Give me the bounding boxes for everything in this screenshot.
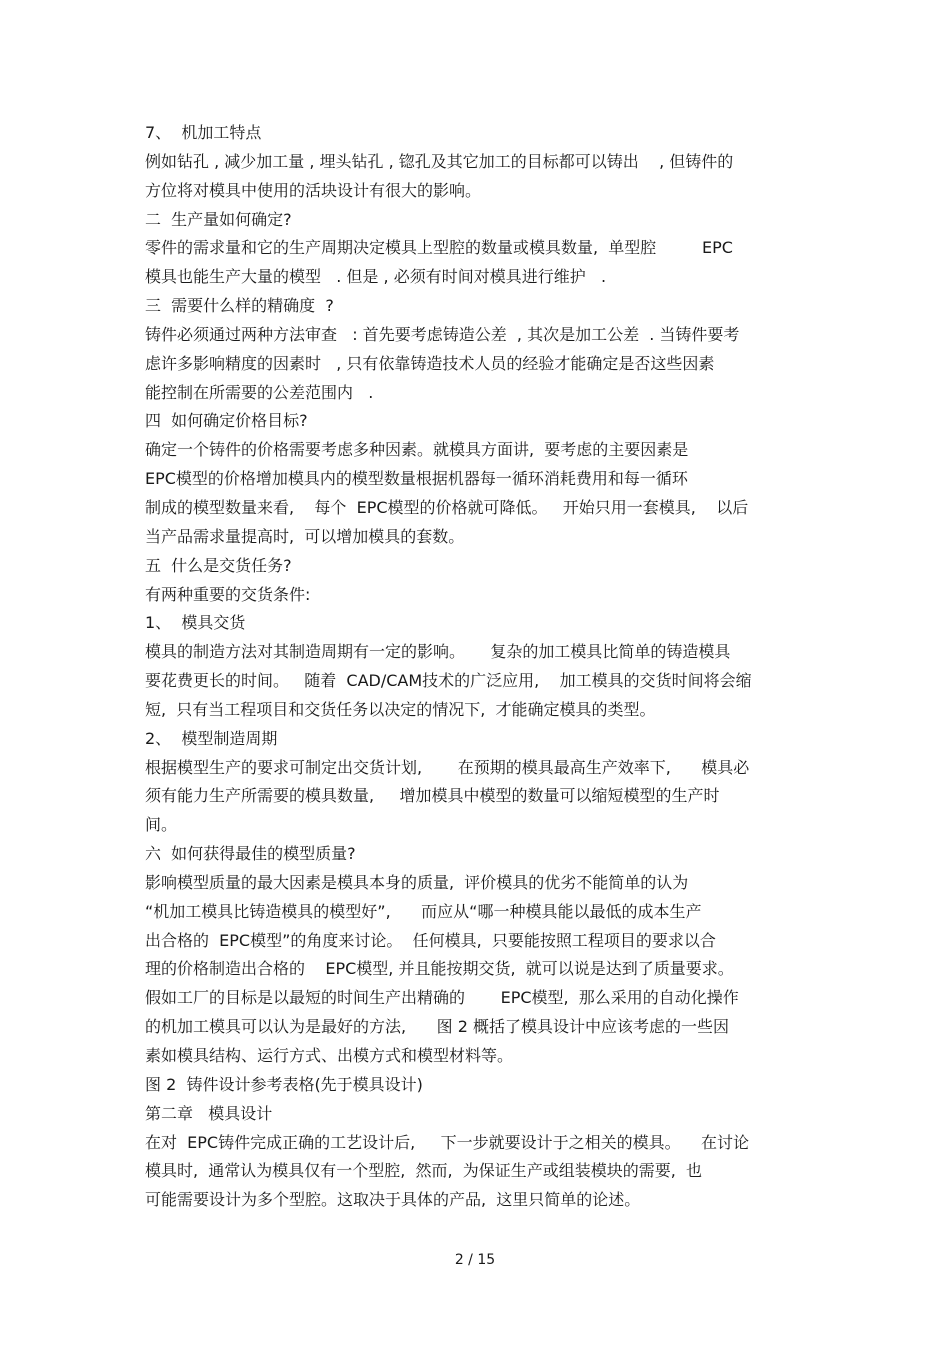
text-line: 第二章 模具设计 xyxy=(145,1103,273,1123)
text-line: 铸件必须通过两种方法审查 : 首先要考虑铸造公差 , 其次是加工公差 . 当铸件要考 xyxy=(145,324,740,344)
text-line: 7、 机加工特点 xyxy=(145,123,262,142)
text-line: 图 2 铸件设计参考表格(先于模具设计) xyxy=(145,1074,423,1094)
text-line: EPC模型的价格增加模具内的模型数量根据机器每一循环消耗费用和每一循环 xyxy=(145,469,688,489)
text-line: 四 如何确定价格目标? xyxy=(145,411,308,431)
text-line: 理的价格制造出合格的 EPC模型, 并且能按期交货, 就可以说是达到了质量要求。 xyxy=(145,959,734,979)
text-line: 1、 模具交货 xyxy=(145,613,246,633)
text-line: 例如钻孔 , 减少加工量 , 埋头钻孔 , 锪孔及其它加工的目标都可以铸出 , 但铸件的 xyxy=(145,151,734,171)
text-line: 确定一个铸件的价格需要考虑多种因素。就模具方面讲, 要考虑的主要因素是 xyxy=(145,440,689,460)
text-line: 短, 只有当工程项目和交货任务以决定的情况下, 才能确定模具的类型。 xyxy=(145,699,656,719)
text-line: 2、 模型制造周期 xyxy=(145,728,278,748)
text-line: 根据模型生产的要求可制定出交货计划, 在预期的模具最高生产效率下, 模具必 xyxy=(145,757,750,777)
text-line: 制成的模型数量来看, 每个 EPC模型的价格就可降低。 开始只用一套模具, 以后 xyxy=(145,497,749,517)
text-line: 在对 EPC铸件完成正确的工艺设计后, 下一步就要设计于之相关的模具。 在讨论 xyxy=(145,1132,749,1152)
text-line: 当产品需求量提高时, 可以增加模具的套数。 xyxy=(145,526,465,546)
text-line: 二 生产量如何确定? xyxy=(145,209,292,229)
document-body xyxy=(145,119,810,1215)
text-line: 六 如何获得最佳的模型质量? xyxy=(145,844,356,864)
text-line: 模具的制造方法对其制造周期有一定的影响。 复杂的加工模具比简单的铸造模具 xyxy=(145,642,731,662)
text-line: 可能需要设计为多个型腔。这取决于具体的产品, 这里只简单的论述。 xyxy=(145,1190,641,1210)
text-line: 须有能力生产所需要的模具数量, 增加模具中模型的数量可以缩短模型的生产时 xyxy=(145,786,720,806)
text-line: 五 什么是交货任务? xyxy=(145,555,292,575)
text-line: 素如模具结构、运行方式、出模方式和模型材料等。 xyxy=(145,1046,514,1065)
page-number: 2 / 15 xyxy=(454,1252,496,1268)
text-line: 模具时, 通常认为模具仅有一个型腔, 然而, 为保证生产或组装模块的需要, 也 xyxy=(145,1161,703,1181)
text-line: 方位将对模具中使用的活块设计有很大的影响。 xyxy=(145,180,482,200)
text-line: 虑许多影响精度的因素时 , 只有依靠铸造技术人员的经验才能确定是否这些因素 xyxy=(145,353,715,373)
text-line: 能控制在所需要的公差范围内 . xyxy=(145,382,374,402)
text-line: 假如工厂的目标是以最短的时间生产出精确的 EPC模型, 那么采用的自动化操作 xyxy=(145,988,739,1008)
text-line: 模具也能生产大量的模型 . 但是 , 必须有时间对模具进行维护 . xyxy=(145,267,607,287)
text-line: 影响模型质量的最大因素是模具本身的质量, 评价模具的优劣不能简单的认为 xyxy=(145,872,689,892)
text-line: 间。 xyxy=(145,815,178,835)
text-line: 要花费更长的时间。 随着 CAD/CAM技术的广泛应用, 加工模具的交货时间将会缩 xyxy=(145,671,752,691)
text-line: 三 需要什么样的精确度 ? xyxy=(145,296,334,316)
text-line: 出合格的 EPC模型”的角度来讨论。 任何模具, 只要能按照工程项目的要求以合 xyxy=(145,930,716,950)
text-line: 的机加工模具可以认为是最好的方法, 图 2 概括了模具设计中应该考虑的一些因 xyxy=(145,1017,729,1037)
text-line: “机加工模具比铸造模具的模型好”, 而应从“哪一种模具能以最低的成本生产 xyxy=(145,901,702,921)
text-line: 零件的需求量和它的生产周期决定模具上型腔的数量或模具数量, 单型腔 EPC xyxy=(145,238,733,258)
text-line: 有两种重要的交货条件: xyxy=(145,584,311,604)
